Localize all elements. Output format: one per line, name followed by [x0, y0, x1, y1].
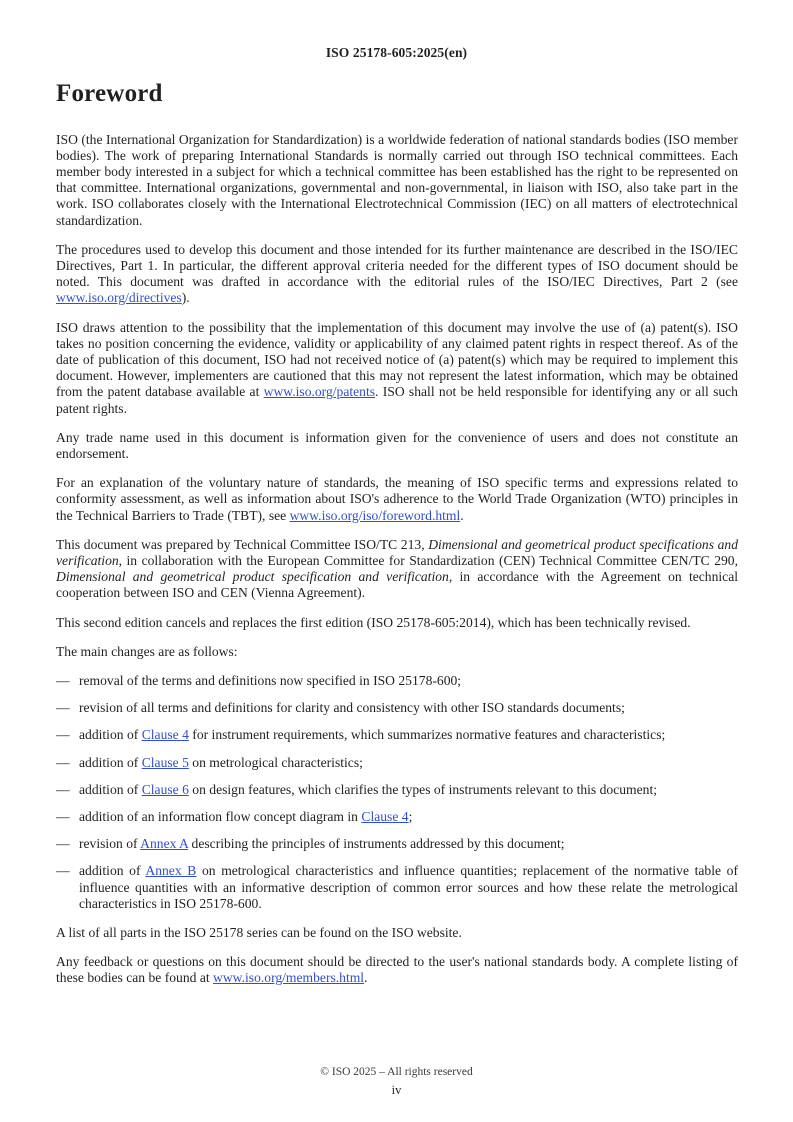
list-item [56, 782, 738, 798]
paragraph-committee [56, 537, 738, 602]
paragraph-second-edition: This second edition cancels and replaces the first edition (ISO 25178-605:2014), which has been technically revised. [56, 614, 691, 630]
committee-text-3: in accordance with the Agreement on technical cooperation between ISO and CEN (Vienna Agreement). [56, 569, 739, 601]
list-item-text-before: addition of [79, 727, 142, 743]
main-changes-list [56, 673, 738, 912]
list-dash: — [56, 727, 70, 743]
footer-page-number: iv [391, 1083, 402, 1097]
list-dash: — [56, 781, 70, 797]
paragraph-feedback-text-before: Any feedback or questions on this document should be directed to the user's national standards body. A complete listing of these bodies can be found at [56, 954, 738, 986]
committee-text-2: , in collaboration with the European Committee for Standardization (CEN) Technical Committee CEN/TC 290, [118, 552, 738, 568]
list-item-text-before: addition of [79, 863, 146, 879]
list-item-link-clause-5[interactable]: Clause 5 [141, 754, 189, 770]
list-dash: — [56, 809, 70, 824]
list-item-text-before: addition of [79, 754, 142, 770]
paragraph-patents-text-before: ISO draws attention to the possibility that the implementation of this document may involve the use of (a) patent(s). ISO takes no position concerning the evidence, validity or applicability of any claimed patent rights in respect thereof. As of the date of publication of this document, ISO had not received notice of (a) patent(s) which may be required to implement this document. However, implementers are cautioned that this may not represent the latest information, which may be obtained from the patent database available at [56, 319, 738, 400]
paragraph-patents-text-after: . ISO shall not be held responsible for identifying any or all such patent rights. [56, 384, 738, 416]
list-item-text-after: on metrological characteristics and influence quantities; replacement of the normative table of influence quantities with an informative description of common error sources and how these relate the metrological characteristics in ISO 25178-600. [79, 863, 738, 911]
list-dash: — [56, 700, 70, 716]
paragraph-all-parts: A list of all parts in the ISO 25178 series can be found on the ISO website. [56, 925, 462, 941]
list-item-link-annex-a[interactable]: Annex A [140, 836, 189, 852]
running-header: ISO 25178-605:2025(en) [325, 45, 468, 60]
footer-copyright: © ISO 2025 – All rights reserved [320, 1066, 473, 1078]
list-item-link-clause-6[interactable]: Clause 6 [141, 781, 189, 797]
list-item-text-before: addition of [79, 781, 142, 797]
committee-title-cen-tc290: Dimensional and geometrical product specification and verification, [56, 569, 453, 585]
list-item-link-annex-b[interactable]: Annex B [145, 863, 197, 879]
link-iso-foreword[interactable]: www.iso.org/iso/foreword.html [289, 507, 461, 523]
link-iso-directives[interactable]: www.iso.org/directives [56, 290, 182, 306]
list-item-text-after: ; [408, 809, 413, 824]
list-item-text-before: addition of an information flow concept diagram in [79, 809, 362, 824]
list-dash: — [56, 836, 70, 852]
paragraph-feedback-text-after: . [364, 970, 368, 986]
list-item-text-before: removal of the terms and definitions now specified in ISO 25178-600; [79, 672, 462, 688]
paragraph-trade-name: Any trade name used in this document is information given for the convenience of users and does not constitute an endorsement. [56, 429, 738, 461]
paragraph-wto-text-before: For an explanation of the voluntary nature of standards, the meaning of ISO specific terms and expressions related to conformity assessment, as well as information about ISO's adherence to the World Trade Organization (WTO) principles in the Technical Barriers to Trade (TBT), see [56, 475, 738, 523]
list-item [56, 700, 738, 716]
list-item-link-clause-4-diagram[interactable]: Clause 4 [361, 809, 409, 824]
list-dash: — [56, 754, 70, 770]
paragraph-procedures-text-before: The procedures used to develop this document and those intended for its further maintenance are described in the ISO/IEC Directives, Part 1. In particular, the different approval criteria needed for the different types of ISO document should be noted. This document was drafted in accordance with the editorial rules of the ISO/IEC Directives, Part 2 (see [56, 241, 738, 290]
list-dash: — [56, 863, 70, 879]
list-item-text-after: on design features, which clarifies the types of instruments relevant to this document; [188, 781, 657, 797]
list-item-text-after: describing the principles of instruments addressed by this document; [188, 836, 565, 852]
list-item-text-before: revision of all terms and definitions for clarity and consistency with other ISO standards documents; [79, 700, 625, 716]
list-item [56, 727, 738, 743]
paragraph-patents [56, 320, 738, 417]
paragraph-feedback [56, 954, 738, 986]
list-item [56, 809, 738, 825]
list-item [56, 755, 738, 771]
paragraph-procedures [56, 242, 738, 307]
list-item [56, 673, 738, 689]
link-iso-members[interactable]: www.iso.org/members.html [213, 970, 365, 986]
committee-text-1: This document was prepared by Technical Committee ISO/TC 213, [56, 536, 429, 552]
list-item-text-before: revision of [79, 836, 141, 852]
document-body [56, 80, 738, 1000]
link-iso-patents[interactable]: www.iso.org/patents [263, 384, 376, 400]
paragraph-wto [56, 475, 738, 524]
paragraph-wto-text-after: . [460, 507, 464, 523]
page-title: Foreword [56, 80, 163, 107]
paragraph-main-changes-lead-in: The main changes are as follows: [56, 643, 238, 659]
list-dash: — [56, 672, 70, 688]
list-item-text-after: for instrument requirements, which summarizes normative features and characteristics; [188, 727, 666, 743]
paragraph-procedures-text-after: ). [181, 290, 190, 306]
list-item-link-clause-4[interactable]: Clause 4 [141, 727, 189, 743]
paragraph-iso-description: ISO (the International Organization for Standardization) is a worldwide federation of national standards bodies (ISO member bodies). The work of preparing International Standards is normally carried out through ISO technical committees. Each member body interested in a subject for which a technical committee has been established has the right to be represented on that committee. International organizations, governmental and non-governmental, in liaison with ISO, also take part in the work. ISO collaborates closely with the International Electrotechnical Commission (IEC) on all matters of electrotechnical standardization. [56, 131, 738, 228]
list-item [56, 836, 738, 852]
list-item-text-after: on metrological characteristics; [188, 754, 363, 770]
committee-title-tc213: Dimensional and geometrical product specifications and verification [56, 536, 739, 568]
list-item [56, 863, 738, 912]
